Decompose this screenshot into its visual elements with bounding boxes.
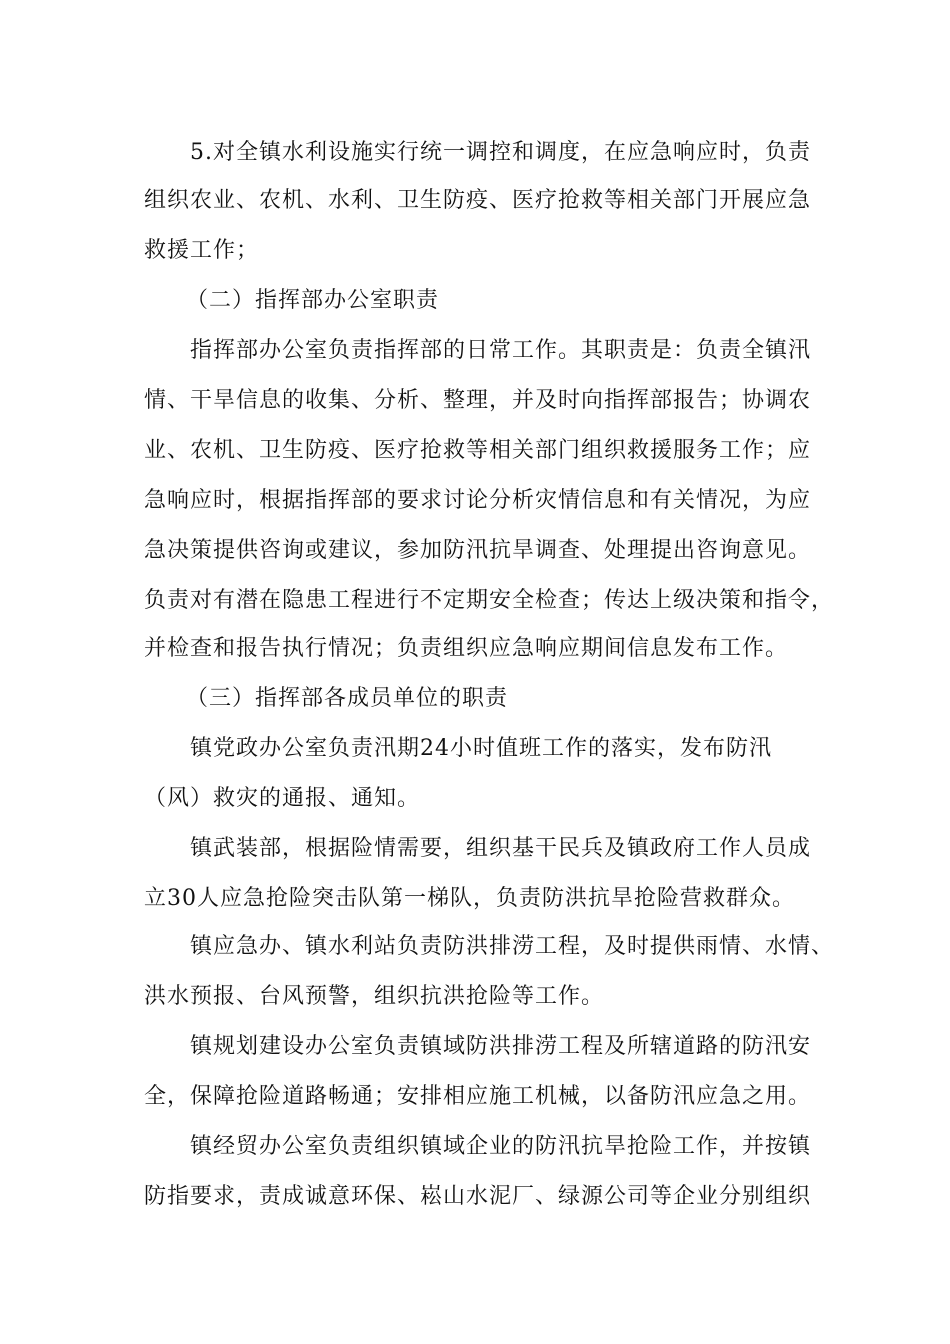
text-line: 立30人应急抢险突击队第一梯队，负责防洪抗旱抢险营救群众。: [144, 886, 795, 911]
section-heading: （二）指挥部办公室职责: [186, 288, 440, 313]
text-line: 情、干旱信息的收集、分析、整理，并及时向指挥部报告；协调农: [144, 388, 812, 413]
text-line: 全，保障抢险道路畅通；安排相应施工机械，以备防汛应急之用。: [144, 1084, 812, 1109]
text-line: 镇经贸办公室负责组织镇域企业的防汛抗旱抢险工作，并按镇: [190, 1134, 812, 1159]
text-line: 并检查和报告执行情况；负责组织应急响应期间信息发布工作。: [144, 636, 789, 661]
text-line: （风）救灾的通报、通知。: [144, 786, 421, 811]
text-line: 洪水预报、台风预警，组织抗洪抢险等工作。: [144, 984, 605, 1009]
text-line: 镇党政办公室负责汛期24小时值班工作的落实，发布防汛: [190, 736, 772, 761]
text-line: 指挥部办公室负责指挥部的日常工作。其职责是：负责全镇汛: [190, 338, 812, 363]
text-line: 急决策提供咨询或建议，参加防汛抗旱调查、处理提出咨询意见。: [144, 538, 812, 563]
section-heading: （三）指挥部各成员单位的职责: [186, 686, 509, 711]
text-line: 5.对全镇水利设施实行统一调控和调度，在应急响应时，负责: [190, 140, 811, 165]
text-line: 镇规划建设办公室负责镇域防洪排涝工程及所辖道路的防汛安: [190, 1034, 812, 1059]
text-line: 镇武装部，根据险情需要，组织基干民兵及镇政府工作人员成: [190, 836, 812, 861]
text-line: 业、农机、卫生防疫、医疗抢救等相关部门组织救援服务工作；应: [144, 438, 812, 463]
text-line: 防指要求，责成诚意环保、崧山水泥厂、绿源公司等企业分别组织: [144, 1184, 812, 1209]
text-line: 救援工作；: [144, 238, 260, 263]
text-line: 组织农业、农机、水利、卫生防疫、医疗抢救等相关部门开展应急: [144, 188, 812, 213]
text-line: 急响应时，根据指挥部的要求讨论分析灾情信息和有关情况，为应: [144, 488, 812, 513]
text-line: 负责对有潜在隐患工程进行不定期安全检查；传达上级决策和指令，: [144, 588, 835, 613]
text-line: 镇应急办、镇水利站负责防洪排涝工程，及时提供雨情、水情、: [190, 934, 835, 959]
